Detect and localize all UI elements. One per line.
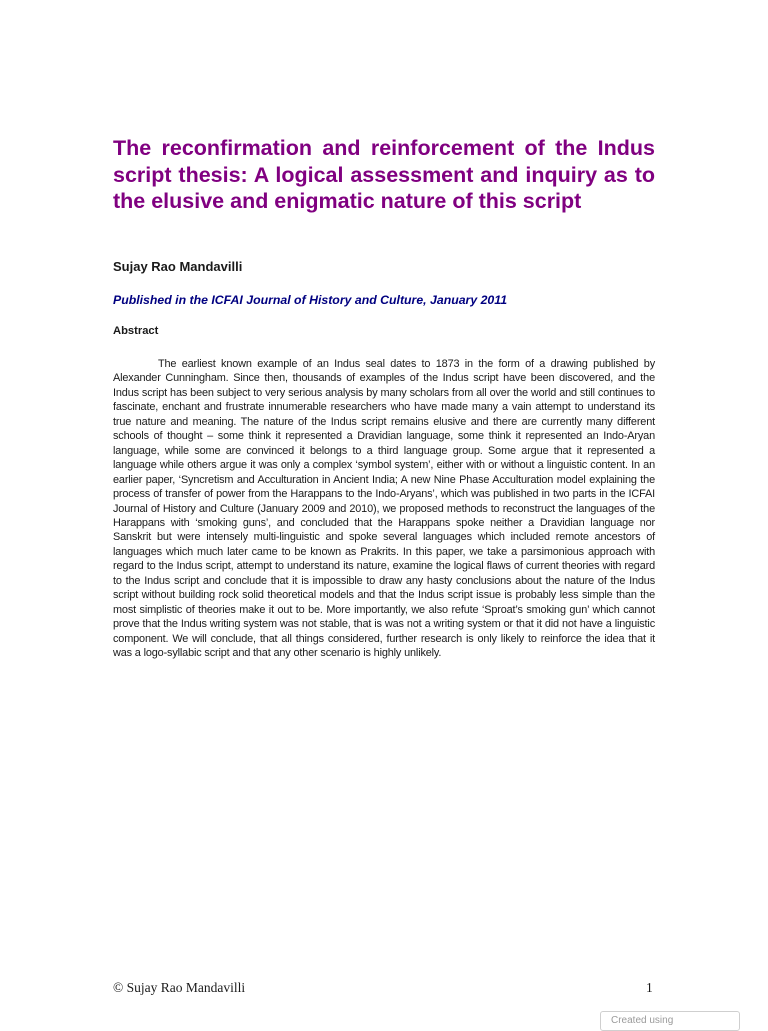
footer-copyright: © Sujay Rao Mandavilli bbox=[113, 980, 246, 995]
document-title: The reconfirmation and reinforcement of the Indus script thesis: A logical assessment and inquiry as to the elusive and enigmatic nature of this script bbox=[113, 136, 655, 213]
abstract-heading: Abstract bbox=[113, 325, 159, 337]
abstract-paragraph: The earliest known example of an Indus seal dates to 1873 in the form of a drawing published by Alexander Cunningham. Since then, thousands of examples of the Indus script have been discovered, and the Indus script has been subject to very serious analysis by many scholars from all over the world and still continues to fascinate, enchant and frustrate innumerable researchers who have made many a vain attempt to understand its true nature and meaning. The nature of the Indus script remains elusive and there are currently many different schools of thought – some think it represented a Dravidian language, some think it represented an Indo-Aryan language, while some are convinced it belongs to a third language group. Some argue that it represented a language while others argue it was only a complex ‘symbol system’, either with or without a linguistic content. In an earlier paper, ‘Syncretism and Acculturation in Ancient India; A new Nine Phase Acculturation model explaining the process of transfer of power from the Harappans to the Indo-Aryans’, which was published in two parts in the ICFAI Journal of History and Culture (January 2009 and 2010), we proposed methods to reconstruct the languages of the Harappans with ‘smoking guns’, and concluded that the Harappans spoke neither a Dravidian language nor Sanskrit but were intensely multi-linguistic and spoke several languages which included remote ancestors of languages which much later came to be known as Prakrits. In this paper, we take a parsimonious approach with regard to the Indus script, attempt to understand its nature, examine the logical flaws of current theories with regard to the Indus script and conclude that it is impossible to draw any hasty conclusions about the nature of the Indus script without building rock solid theoretical models and that the Indus script issue is probably less simple than the most simplistic of theories make it out to be. More importantly, we also refute ‘Sproat’s smoking gun’ which cannot prove that the Indus writing system was not stable, that is was not a writing system or that it did not have a linguistic component. We will conclude, that all things considered, further research is only likely to reinforce the idea that it was a logo-syllabic script and that any other scenario is highly unlikely. bbox=[113, 358, 655, 660]
page-number: 1 bbox=[646, 980, 653, 995]
author-name: Sujay Rao Mandavilli bbox=[113, 259, 243, 274]
created-using-badge[interactable]: Created using bbox=[600, 1011, 740, 1031]
publication-note: Published in the ICFAI Journal of History and Culture, January 2011 bbox=[113, 293, 508, 307]
